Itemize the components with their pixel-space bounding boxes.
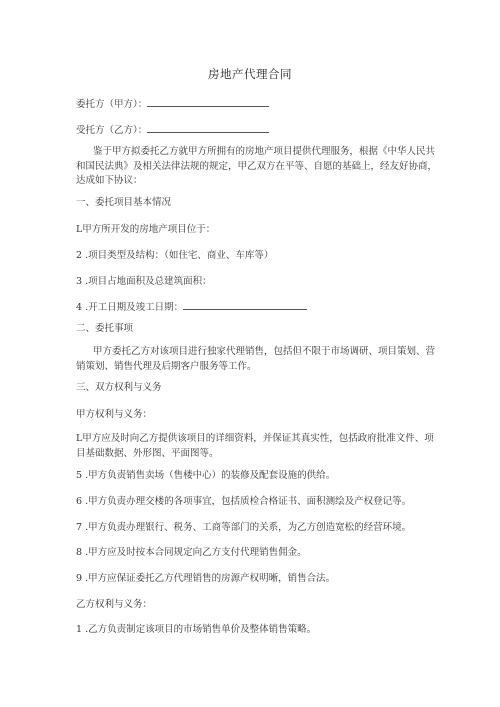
dates-blank bbox=[183, 299, 307, 310]
party-a-label: 委托方（甲方）： bbox=[76, 99, 148, 110]
document-title: 房地产代理合同 bbox=[208, 67, 292, 81]
party-a-blank bbox=[147, 96, 269, 107]
section-1-item-2: 2 .项目类型及结构：（如住宅、商业、车库等） bbox=[76, 250, 274, 261]
section-1-item-3: 3 .项目占地面积及总建筑面积： bbox=[76, 276, 212, 287]
section-2-body: 甲方委托乙方对该项目进行独家代理销售，包括但不限于市场调研、项目策划、营销策划、销售代理及后期客户服务等工作。 bbox=[76, 346, 436, 372]
preamble-paragraph: 鉴于甲方拟委托乙方就甲方所拥有的房地产项目提供代理服务，根据《中华人民共和国民法典》及相关法律法规的规定，甲乙双方在平等、自愿的基础上，经友好协商，达成如下协议： bbox=[76, 146, 438, 186]
section-2-heading: 二、委托事项 bbox=[76, 323, 134, 334]
party-a-item-7: 7 .甲方负责办理银行、税务、工商等部门的关系，为乙方创造宽松的经营环境。 bbox=[76, 522, 412, 533]
party-a-item-8: 8 .甲方应及时按本合同规定向乙方支付代理销售佣金。 bbox=[76, 547, 307, 558]
party-a-item-1: L甲方应及时向乙方提供该项目的详细资料，并保证其真实性，包括政府批准文件、项目基础数据、外形图、平面图等。 bbox=[76, 433, 434, 459]
party-a-item-6: 6 .甲方负责办理交楼的各项事宜，包括质检合格证书、面积测绘及产权登记等。 bbox=[76, 496, 412, 507]
party-a-rights-heading: 甲方权利与义务： bbox=[76, 409, 153, 420]
party-b-label: 受托方（乙方）： bbox=[76, 125, 148, 136]
section-1-item-1: L甲方所开发的房地产项目位于： bbox=[76, 224, 216, 235]
party-b-blank bbox=[147, 122, 269, 133]
party-b-line bbox=[76, 122, 269, 138]
party-a-line bbox=[76, 96, 269, 112]
party-b-item-1: 1 .乙方负责制定该项目的市场销售单价及整体销售策略。 bbox=[76, 624, 317, 635]
party-a-item-9: 9 .甲方应保证委托乙方代理销售的房源产权明晰，销售合法。 bbox=[76, 573, 336, 584]
section-1-item-4: 4 .开工日期及竣工日期： bbox=[76, 302, 184, 313]
section-1-heading: 一、委托项目基本情况 bbox=[76, 197, 172, 208]
party-b-rights-heading: 乙方权利与义务： bbox=[76, 599, 153, 610]
section-1-item-4-line bbox=[76, 299, 307, 315]
section-3-heading: 三、双方权利与义务 bbox=[76, 382, 162, 393]
party-a-item-5: 5 .甲方负责销售卖场（售楼中心）的装修及配套设施的供给。 bbox=[76, 470, 336, 481]
